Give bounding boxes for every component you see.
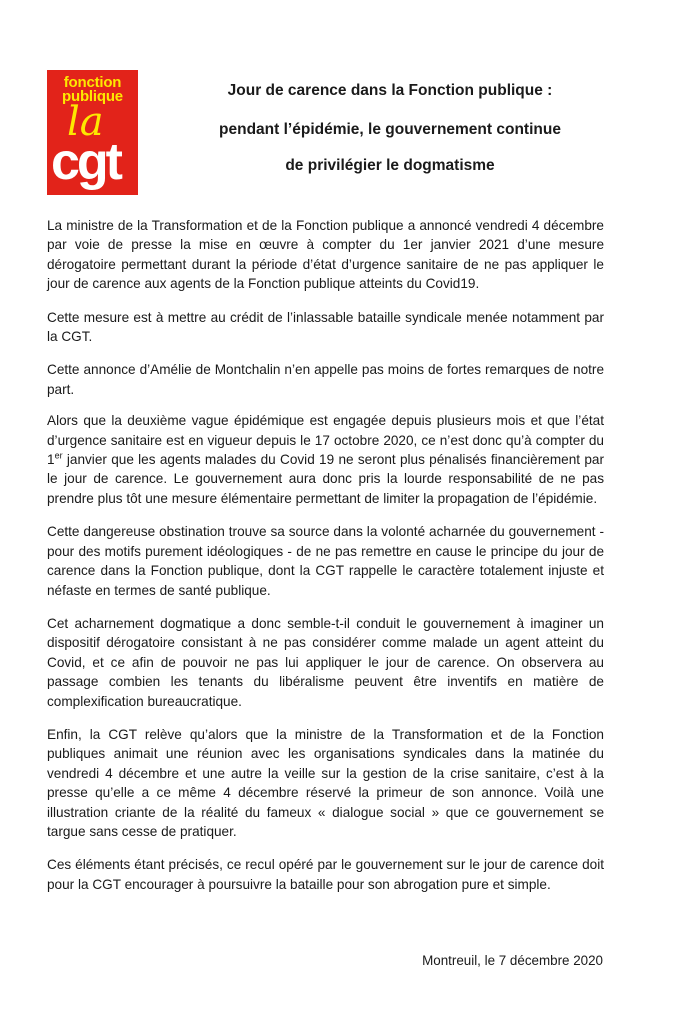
paragraph-4-part-1: Alors que la deuxième vague épidémique est engagée depuis plusieurs mois et que l’état d’urgence sanitaire est en vigueur depuis le 17 octobre 2020, ce n’est donc qu’à compter du 1 bbox=[47, 413, 604, 468]
paragraph-4-superscript: er bbox=[54, 450, 63, 461]
cgt-fonction-publique-logo bbox=[47, 70, 138, 195]
title-line-1: Jour de carence dans la Fonction publique : bbox=[227, 82, 553, 99]
paragraph-4-part-2: janvier que les agents malades du Covid 19 ne seront plus pénalisés financièrement par le jour de carence. Le gouvernement aura donc pris la lourde responsabilité de ne pas prendre plus tôt une mesure élémentaire permettant de limiter la propagation de l’épidémie. bbox=[47, 452, 604, 506]
paragraph-3: Cette annonce d’Amélie de Montchalin n’en appelle pas moins de fortes remarques de notre part. bbox=[47, 362, 604, 397]
logo-line-fonction: fonction bbox=[63, 74, 122, 91]
paragraph-5: Cette dangereuse obstination trouve sa source dans la volonté acharnée du gouvernement - pour des motifs purement idéologiques - de ne pas remettre en cause le principe du jour de carence dans la Fonction publique, dont la CGT rappelle le caractère totalement injuste et néfaste en termes de santé publique. bbox=[47, 524, 604, 598]
paragraph-7: Enfin, la CGT relève qu’alors que la ministre de la Transformation et de la Fonction publiques animait une réunion avec les organisations syndicales dans la matinée du vendredi 4 décembre et une autre la veille sur la gestion de la crise sanitaire, c’est à la presse qu’elle a ce même 4 décembre réservé la primeur de son annonce. Voilà une illustration criante de la réalité du fameux « dialogue social » que ce gouvernement se targue sans cesse de pratiquer. bbox=[47, 726, 604, 839]
title-line-2: pendant l’épidémie, le gouvernement continue bbox=[219, 121, 561, 138]
document-body bbox=[47, 216, 604, 908]
paragraph-6: Cet acharnement dogmatique a donc semble-t-il conduit le gouvernement à imaginer un dispositif dérogatoire consistant à ne pas considérer comme malade un agent atteint du Covid, et ce afin de pouvoir ne pas lui appliquer le jour de carence. On observera au passage combien les tenants du libéralisme peuvent être inventifs en matière de complexification bureaucratique. bbox=[47, 615, 604, 709]
paragraph-2: Cette mesure est à mettre au crédit de l’inlassable bataille syndicale menée notamment par la CGT. bbox=[47, 309, 604, 345]
paragraph-8: Ces éléments étant précisés, ce recul opéré par le gouvernement sur le jour de carence doit pour la CGT encourager à poursuivre la bataille pour son abrogation pure et simple. bbox=[47, 857, 604, 892]
logo-la: la bbox=[67, 99, 104, 145]
paragraph-1: La ministre de la Transformation et de la Fonction publique a annoncé vendredi 4 décembre par voie de presse la mise en œuvre à compter du 1er janvier 2021 d’une mesure dérogatoire permettant durant la période d’état d’urgence sanitaire de ne pas appliquer le jour de carence aux agents de la Fonction publique atteints du Covid19. bbox=[47, 218, 604, 292]
title-line-3: de privilégier le dogmatisme bbox=[285, 157, 495, 174]
logo-cgt: cgt bbox=[51, 133, 120, 191]
logo-line-publique: publique bbox=[62, 88, 123, 105]
paragraph-4 bbox=[47, 411, 604, 508]
signature-place-date: Montreuil, le 7 décembre 2020 bbox=[422, 953, 603, 968]
